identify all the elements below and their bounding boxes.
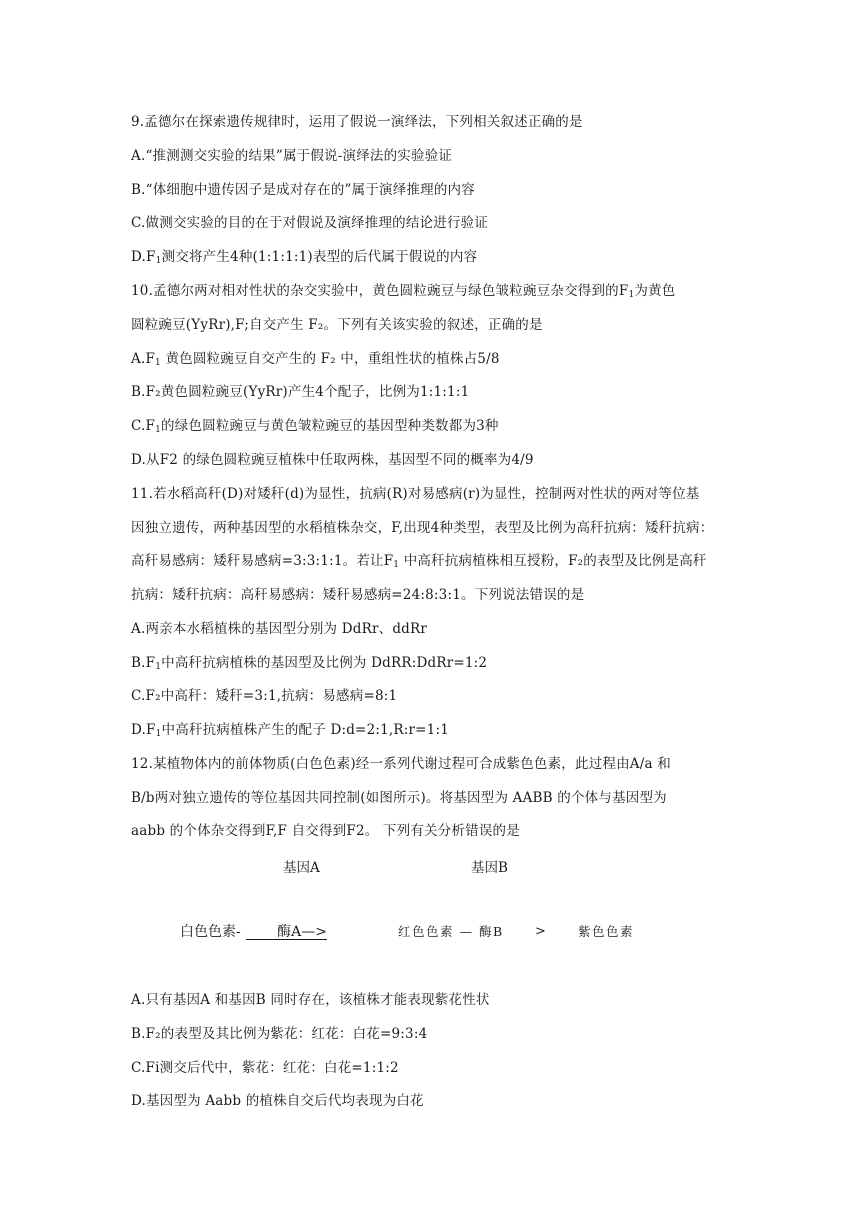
q11-d-post: 中高秆抗病植株产生的配子 D:d=2:1,R:r=1:1	[161, 722, 449, 738]
q12-stem-line1: 12.某植物体内的前体物质(白色色素)经一系列代谢过程可合成紫色色素，此过程由A/a 和	[131, 756, 671, 772]
diagram-enzyme-a-arrow: 酶A—>	[246, 924, 327, 940]
q11-stem-line3	[131, 551, 707, 575]
q10-stem-line2: 圆粒豌豆(YyRr),F;自交产生 F₂。下列有关该实验的叙述，正确的是	[131, 317, 543, 333]
q10-option-c	[131, 416, 499, 440]
q11-b-post: 中高秆抗病植株的基因型及比例为 DdRR:DdRr=1:2	[161, 655, 488, 671]
q11-stem-line2: 因独立遗传，两种基因型的水稻植株杂交，F,出现4种类型，表型及比例为高秆抗病：矮秆抗病：	[131, 520, 714, 536]
q11-s3-post: 中高秆抗病植株相互授粉，F₂的表型及比例是高秆	[399, 553, 707, 569]
diagram-gene-a-label: 基因A	[283, 860, 320, 876]
q11-option-c: C.F₂中高秆：矮秆=3:1,抗病：易感病=8:1	[131, 688, 398, 704]
q12-option-d: D.基因型为 Aabb 的植株自交后代均表现为白花	[131, 1093, 424, 1109]
q10-s1-post: 为黄色	[634, 283, 676, 299]
q12-stem-line2: B/b两对独立遗传的等位基因共同控制(如图所示)。将基因型为 AABB 的个体与基因型为	[131, 790, 667, 806]
q10-c-sub: 1	[155, 425, 162, 435]
diagram-red-pigment-enzyme-b: 红色色素 — 酶B	[398, 924, 504, 939]
diagram-arrow-to-purple: >	[535, 924, 546, 939]
q11-d-pre: D.F	[131, 722, 156, 738]
q10-option-d: D.从F2 的绿色圆粒豌豆植株中任取两株，基因型不同的概率为4/9	[131, 452, 534, 468]
q10-a-pre: A.F	[131, 351, 156, 367]
q10-c-pre: C.F	[131, 418, 156, 434]
q11-s3-sub: 1	[393, 560, 400, 570]
q11-b-pre: B.F	[131, 655, 156, 671]
q9-option-b: B.“体细胞中遗传因子是成对存在的”属于演绎推理的内容	[131, 182, 475, 198]
diagram-purple-pigment: 紫色色素	[578, 924, 635, 939]
q10-option-a	[131, 349, 500, 373]
q10-stem-line1	[131, 281, 675, 305]
q11-stem-line4: 抗病：矮秆抗病：高秆易感病：矮秆易感病=24:8:3:1。下列说法错误的是	[131, 587, 585, 603]
q12-option-c: C.Fi测交后代中，紫花：红花：白花=1:1:2	[131, 1060, 399, 1076]
q9-d-sub: 1	[155, 256, 162, 266]
q9-option-d	[131, 247, 477, 271]
q11-option-d	[131, 720, 449, 744]
q10-s1-pre: 10.孟德尔两对相对性状的杂交实验中，黄色圆粒豌豆与绿色皱粒豌豆杂交得到的F	[131, 283, 629, 299]
q12-option-b: B.F₂的表型及其比例为紫花：红花：白花=9:3:4	[131, 1026, 428, 1042]
q10-a-sub: 1	[155, 358, 161, 368]
q9-stem: 9.孟德尔在探索遗传规律时，运用了假说一演绎法，下列相关叙述正确的是	[131, 114, 583, 130]
q11-d-sub: 1	[155, 729, 162, 739]
q10-c-post: 的绿色圆粒豌豆与黄色皱粒豌豆的基因型种类数都为3种	[161, 418, 499, 434]
q10-a-post: 黄色圆粒豌豆自交产生的 F₂ 中，重组性状的植株占5/8	[160, 351, 500, 367]
q9-option-c: C.做测交实验的目的在于对假说及演绎推理的结论进行验证	[131, 215, 489, 231]
q11-b-sub: 1	[155, 662, 162, 672]
q11-stem-line1: 11.若水稻高秆(D)对矮秆(d)为显性，抗病(R)对易感病(r)为显性，控制两对性状的两对等位基	[131, 486, 700, 502]
q11-s3-pre: 高秆易感病：矮秆易感病=3:3:1:1。若让F	[131, 553, 394, 569]
q12-stem-line3: aabb 的个体杂交得到F,F 自交得到F2。 下列有关分析错误的是	[131, 823, 520, 839]
q9-d-pre: D.F	[131, 249, 156, 265]
q12-option-a: A.只有基因A 和基因B 同时存在，该植株才能表现紫花性状	[131, 992, 490, 1008]
q11-option-a: A.两亲本水稻植株的基因型分别为 DdRr、ddRr	[131, 621, 428, 637]
diagram-gene-b-label: 基因B	[471, 860, 508, 876]
q10-option-b: B.F₂黄色圆粒豌豆(YyRr)产生4个配子，比例为1:1:1:1	[131, 384, 470, 400]
diagram-white-pigment: 白色色素-	[180, 924, 241, 940]
q9-option-a: A.“推测测交实验的结果”属于假说-演绎法的实验验证	[131, 148, 453, 164]
q11-option-b	[131, 653, 487, 677]
q10-s1-sub: 1	[628, 290, 635, 300]
q9-d-post: 测交将产生4种(1:1:1:1)表型的后代属于假说的内容	[161, 249, 478, 265]
